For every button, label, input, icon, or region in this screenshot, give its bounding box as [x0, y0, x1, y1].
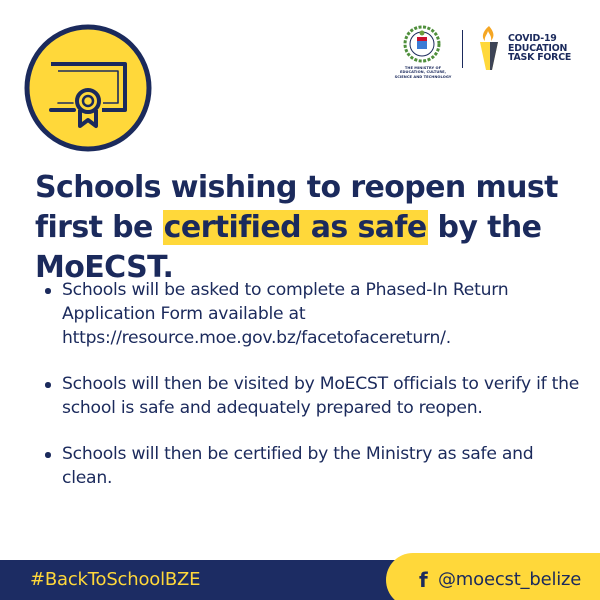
bullet-item — [43, 278, 583, 350]
bullet-dot — [45, 452, 51, 458]
facebook-icon: f — [419, 568, 428, 592]
bullet-list — [43, 278, 583, 490]
headline — [35, 168, 580, 288]
bullet-text: Schools will be asked to complete a Phased-In Return Application Form available at https://resource.moe.gov.bz/facetofacereturn/. — [62, 280, 509, 348]
bullet-text: Schools will then be visited by MoECST officials to verify if the school is safe and adequately prepared to reopen. — [62, 374, 580, 418]
bullet-item — [43, 372, 583, 420]
torch-icon — [476, 24, 502, 72]
hashtag: #BackToSchoolBZE — [30, 569, 201, 590]
bullet-text: Schools will then be certified by the Ministry as safe and clean. — [62, 444, 534, 488]
headline-highlight: certified as safe — [163, 210, 427, 245]
social-handle-pill[interactable] — [386, 553, 600, 600]
headline-part-1: Schools wishing to reopen must first be — [35, 170, 558, 245]
bullet-item — [43, 442, 583, 490]
logo-divider — [462, 30, 463, 68]
bullet-dot — [45, 288, 51, 294]
certificate-badge — [24, 24, 152, 152]
headline-part-2: by the MoECST. — [35, 210, 542, 285]
header-logos — [392, 22, 582, 80]
social-handle: @moecst_belize — [438, 569, 582, 590]
task-force-name: COVID-19 EDUCATION TASK FORCE — [508, 33, 572, 64]
bullet-dot — [45, 382, 51, 388]
ministry-name: THE MINISTRY OF EDUCATION, CULTURE, SCIENCE AND TECHNOLOGY — [394, 66, 452, 79]
ministry-crest-icon — [392, 22, 452, 66]
